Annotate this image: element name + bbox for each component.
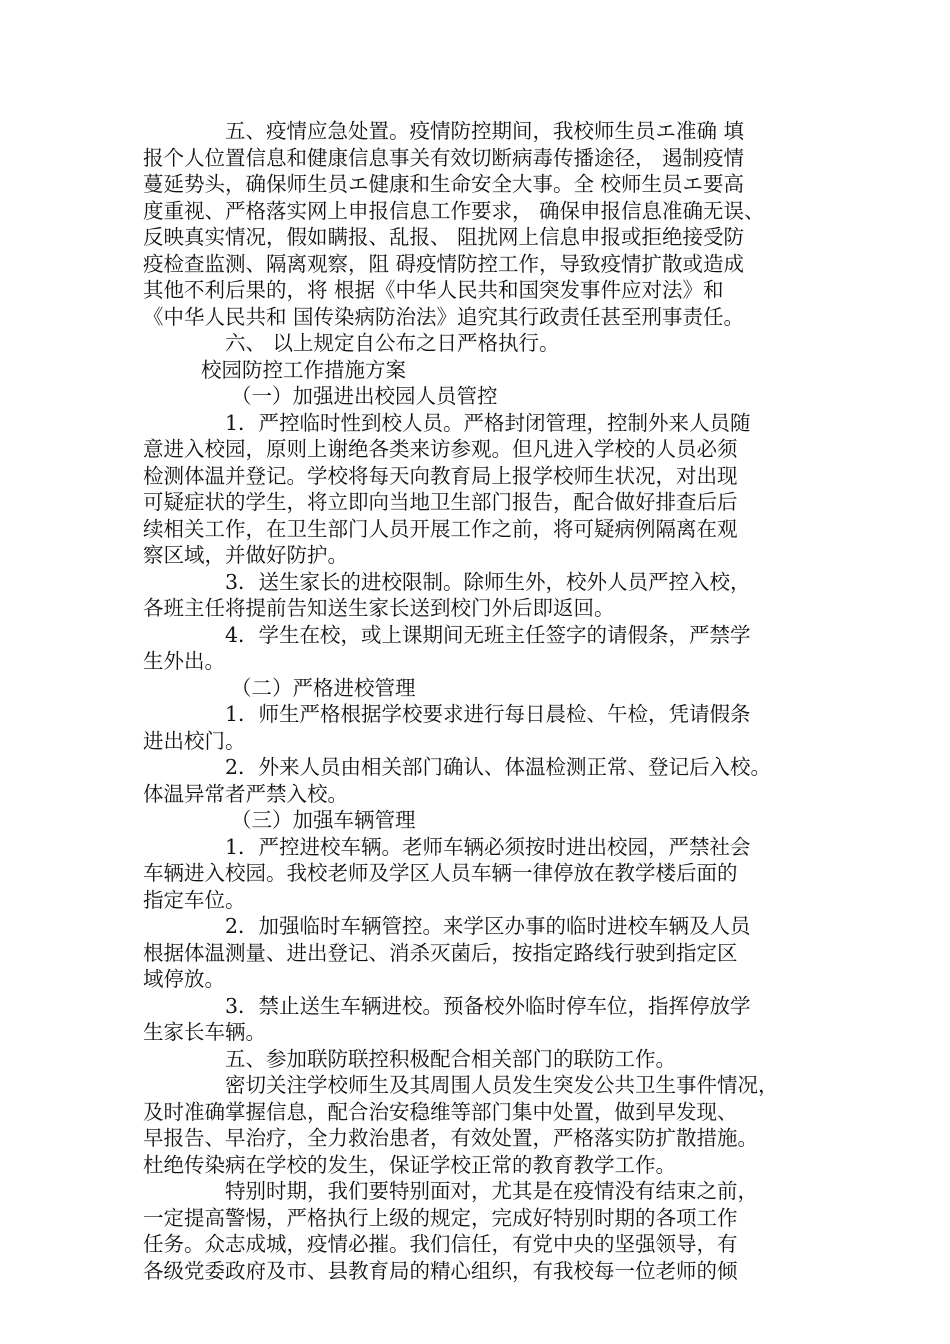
text-line: 五、疫情应急处置。疫情防控期间，我校师生员エ准确 填 (225, 119, 745, 143)
text-line: 1．师生严格根据学校要求进行每日晨检、午检，凭请假条 (225, 702, 751, 726)
text-line: 车辆进入校园。我校老师及学区人员车辆一律停放在教学楼后面的 (143, 861, 738, 885)
text-line: 域停放。 (143, 967, 225, 991)
text-line: 可疑症状的学生，将立即向当地卫生部门报告，配合做好排查后后 (143, 490, 738, 514)
text-line: 各级党委政府及市、县教育局的精心组织，有我校每一位老师的倾 (143, 1258, 738, 1283)
text-line: 疫检查监测、隔离观察，阻 碍疫情防控工作，导致疫情扩散或造成 (143, 251, 745, 276)
text-line: 2．外来人员由相关部门确认、体温检测正常、登记后入校。 (225, 755, 772, 779)
text-line: 及时准确掌握信息，配合治安稳维等部门集中处置，做到早发现、 (143, 1099, 738, 1124)
text-line: 体温异常者严禁入校。 (143, 781, 348, 806)
text-line: 杜绝传染病在学校的发生，保证学校正常的教育教学工作。 (143, 1152, 676, 1177)
text-line: （三）加强车辆管理 (231, 808, 416, 832)
text-line: 五、参加联防联控积极配合相关部门的联防工作。 (225, 1046, 676, 1071)
text-line: 早报告、早治疗，全力救治患者，有效处置，严格落实防扩散措施。 (143, 1126, 758, 1150)
text-line: 3．送生家长的进校限制。除师生外，校外人员严控入校， (225, 569, 751, 594)
text-line: 1．严控进校车辆。老师车辆必须按时进出校园，严禁社会 (225, 834, 751, 859)
text-line: 续相关工作，在卫生部门人员开展工作之前，将可疑病例隔离在观 (143, 516, 738, 541)
text-line: 生外出。 (143, 649, 225, 673)
text-line: 六、 以上规定自公布之日严格执行。 (225, 331, 560, 355)
text-line: 进出校门。 (143, 728, 246, 753)
text-line: 察区域，并做好防护。 (143, 543, 348, 567)
document-page (143, 118, 813, 1284)
text-line: 一定提高警惕，严格执行上级的规定，完成好特别时期的各项工作 (143, 1205, 738, 1230)
text-line: 反映真实情况，假如瞒报、乱报、 阻扰网上信息申报或拒绝接受防 (143, 225, 745, 249)
text-line: 检测体温并登记。学校将每天向教育局上报学校师生状况，对出现 (143, 463, 738, 488)
text-line: 指定车位。 (143, 887, 246, 912)
text-line: 1．严控临时性到校人员。严格封闭管理，控制外来人员随 (225, 410, 751, 435)
text-line: 各班主任将提前告知送生家长送到校门外后即返回。 (143, 596, 615, 620)
text-line: （二）严格进校管理 (231, 675, 416, 700)
text-line: 其他不利后果的，将 根据《中华人民共和国突发事件应对法》和 (143, 278, 724, 302)
text-line: （一）加强进出校园人员管控 (231, 384, 498, 408)
text-line: 根据体温测量、进出登记、消杀灭菌后，按指定路线行驶到指定区 (143, 940, 738, 965)
text-line: 2．加强临时车辆管控。来学区办事的临时进校车辆及人员 (225, 914, 751, 938)
text-line: 《中华人民共和 国传染病防治法》追究其行政责任甚至刑事责任。 (143, 304, 745, 329)
text-line: 校园防控工作措施方案 (201, 357, 406, 382)
text-line: 生家长车辆。 (143, 1020, 266, 1044)
text-line: 任务。众志成城，疫情必摧。我们信任，有党中央的坚强领导，有 (143, 1232, 738, 1256)
text-line: 度重视、严格落实网上申报信息工作要求， 确保申报信息准确无误、 (143, 198, 765, 223)
text-line: 密切关注学校师生及其周围人员发生突发公共卫生事件情况， (225, 1073, 779, 1097)
text-line: 特别时期，我们要特别面对，尤其是在疫情没有结束之前， (225, 1179, 758, 1203)
text-line: 报个人位置信息和健康信息事关有效切断病毒传播途径， 遏制疫情 (143, 145, 745, 170)
text-line: 4．学生在校，或上课期间无班主任签字的请假条，严禁学 (225, 622, 751, 647)
text-line: 意进入校园，原则上谢绝各类来访参观。但凡进入学校的人员必须 (143, 437, 738, 461)
text-line: 蔓延势头，确保师生员エ健康和生命安全大事。全 校师生员エ要高 (143, 172, 745, 196)
text-line: 3．禁止送生车辆进校。预备校外临时停车位，指挥停放学 (225, 993, 751, 1018)
